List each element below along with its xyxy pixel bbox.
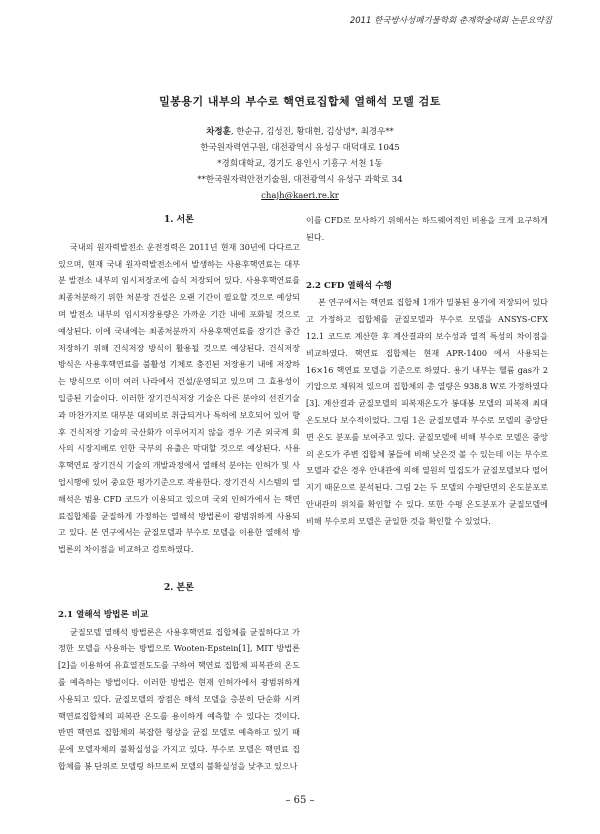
first-author: 차정훈: [206, 127, 231, 137]
left-column: [58, 212, 300, 775]
subsection-2-paragraph: 본 연구에서는 핵연료 집합체 1개가 밀봉된 용기에 저장되어 있다고 가정하고 집합체를 균질모델과 부수로 모델을 ANSYS-CFX 12.1 코드로 계산한 후 계산결과의 보수성과 열적 특성의 차이점을 비교하였다. 핵연료 집합체는 현재 APR-1400 에서 사용되는 16×16 핵연료 모델을 기준으로 하였다. 용기 내부는 헬륨 gas가 2기압으로 채워져 있으며 집합체의 총 열량은 938.8 W로 가정하였다[3]. 계산결과 균질모델의 피복재온도가 봉대봉 모델의 피복재 최대온도보다 보수적이었다. 그림 1은 균질모델과 부수로 모델의 중앙단면 온도 분포를 보여주고 있다. 균질모델에 비해 부수로 모델은 중앙의 온도가 주변 집합체 봉들에 비해 낮은것 볼 수 있는데 이는 부수로 모델과 같은 경우 안내관에 의해 열원의 밀집도가 균질모델보다 떨어지기 때문으로 분석된다. 그림 2는 두 모델의 수평단면의 온도분포로 안내관의 위치를 확인할 수 있다. 또한 수평 온도분포가 균질모델에 비해 부수로의 모델은 균일한 것을 확인할 수 있었다.: [306, 297, 548, 526]
author-email: chajh@kaeri.re.kr: [261, 191, 339, 201]
affiliation-3: **한국원자력안전기술원, 대전광역시 유성구 과학로 34: [197, 175, 403, 185]
body-heading: 2. 본론: [164, 582, 194, 593]
intro-paragraph: 국내의 원자력발전소 운전경력은 2011년 현재 30년에 다다르고 있으며, 현재 국내 원자력발전소에서 발생하는 사용후핵연료는 대부분 발전소 내부의 임시저장조에 습식 저장되어 있다. 사용후핵연료를 최종처분하기 위한 처분장 건설은 오랜 기간이 필요할 것으로 예상되며 발전소 내부의 임시저장용량은 가까운 기간 내에 포화될 것으로 예상된다. 이에 국내에는 최종처분까지 사용후핵연료를 장기간 중간저장하기 위해 건식저장 방식이 활용될 것으로 예상된다. 건식저장 방식은 사용후핵연료를 불활성 기체로 충진된 저장용기 내에 저장하는 방식으로 이미 여러 나라에서 건설/운영되고 있으며 그 효용성이 입증된 기술이다. 이러한 장기건식저장 기술은 다른 분야의 선진기술과 마찬가지로 대부분 대외비로 취급되거나 특허에 보호되어 있어 향후 건식저장 기술의 국산화가 이루어지지 않을 경우 기존 외국계 회사의 시장지배로 인한 국부의 유출은 막대할 것으로 예상된다. 사용후핵연료 장기건식 기술의 개발과정에서 열해석 분야는 인허가 및 사업시행에 있어 중요한 평가기준으로 작용한다. 장기건식 시스템의 열해석은 범용 CFD 코드가 이용되고 있으며 국외 인허가에서 는 핵연료집합체를 균질하게 가정하는 열해석 방법론이 광범위하게 사용되고 있다. 본 연구에서는 균질모델과 부수로 모델을 이용한 열해석 방법론의 차이점을 비교하고 검토하였다.: [58, 241, 300, 555]
intro-heading: 1. 서론: [164, 215, 194, 225]
paper-title: 밀봉용기 내부의 부수로 핵연료집합체 열해석 모델 검토: [159, 95, 441, 108]
author-block: [0, 124, 600, 204]
subsection-2-heading: 2.2 CFD 열해석 수행: [306, 280, 392, 291]
page-number: – 65 –: [285, 795, 315, 806]
author-names: [0, 124, 600, 140]
proceedings-header: 2011 한국방사성폐기물학회 춘계학술대회 논문요약집: [349, 16, 552, 26]
affiliation-1: 한국원자력연구원, 대전광역시 유성구 대덕대로 1045: [200, 143, 400, 153]
subsection-1-continued: 이를 CFD로 모사하기 위해서는 하드웨어적인 비용을 크게 요구하게 된다.: [306, 215, 548, 242]
co-authors: , 한순규, 김성진, 황대현, 김상녕*, 최경우**: [230, 127, 394, 137]
subsection-1-heading: 2.1 열해석 방법론 비교: [58, 609, 149, 620]
right-column: [306, 212, 548, 530]
affiliation-2: *경희대학교, 경기도 용인시 기흥구 서천 1동: [217, 159, 383, 169]
subsection-1-paragraph: 균질모델 열해석 방법론은 사용후핵연료 집합체를 균질하다고 가정한 모델을 사용하는 방법으로 Wooten-Epstein[1], MIT 방법론[2]을 이용하여 유효열전도도를 구하여 핵연료 집합체 피복관의 온도를 예측하는 방법이다. 이러한 방법은 현재 인허가에서 광범위하게 사용되고 있다. 균질모델의 장점은 해석 모델을 층분히 단순화 시켜 핵연료집합체의 피복관 온도를 용이하게 예측할 수 있다는 것이다. 반면 핵연료 집합체의 복잡한 형상을 균질 모델로 예측하고 있기 때문에 모델자체의 불확실성을 가지고 있다. 부수로 모델은 핵연료 집합체를 봉 단위로 모델링 하므로써 모델의 불확실성을 낮추고 있으나: [58, 626, 300, 771]
